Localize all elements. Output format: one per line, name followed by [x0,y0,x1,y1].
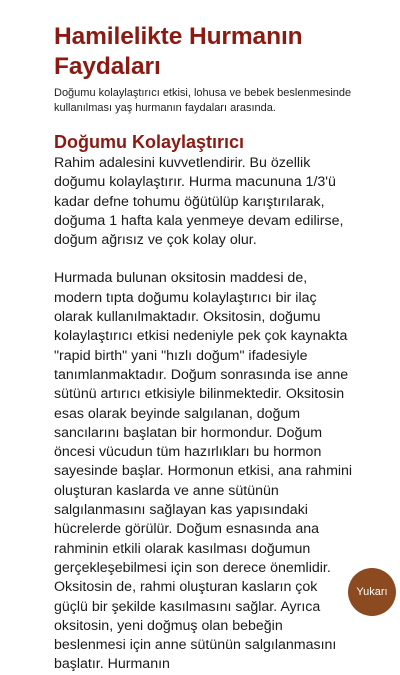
article-paragraph: Hurmada bulunan oksitosin maddesi de, modern tıpta doğumu kolaylaştırıcı bir ilaç olarak kullanılmaktadır. Oksitosin, doğumu kolaylaştırıcı etkisi nedeniyle pek çok kaynakta "rapid birth" yani "hızlı doğum" ifadesiyle tanımlanmaktadır. Doğum sonrasında ise anne sütünü artırıcı etkisiyle bilinmektedir. Oksitosin esas olarak beyinde salgılanan, doğum sancılarını başlatan bir hormondur. Doğum öncesi vücudun tüm hazırlıkları bu hormon sayesinde başlar. Hormonun etkisi, ana rahmini oluşturan kaslarda ve anne sütünün salgılanmasını sağlayan kas yapısındaki hücrelerde görülür. Doğum esnasında ana rahminin etkili olarak kasılması doğumun gerçekleşebilmesi için son derece önemlidir. Oksitosin de, rahmi oluşturan kasların çok güçlü bir şekilde kasılmasını sağlar. Ayrıca oksitosin, yeni doğmuş olan bebeğin beslenmesi için anne sütünün salgılanmasını başlatır. Hurmanın [54,270,353,673]
section-heading: Doğumu Kolaylaştırıcı [54,132,245,152]
article [54,22,354,675]
page-title: Hamilelikte Hurmanın Faydaları [54,23,303,80]
article-paragraph: Rahim adalesini kuvvetlendirir. Bu özellik doğumu kolaylaştırır. Hurma macununa 1/3'ü kadar defne tohumu öğütülüp karıştırılarak, doğuma 1 hafta kala yenmeye devam edilirse, doğum ağrısız ve çok kolay olur. [54,155,344,249]
back-to-top-button[interactable]: Yukarı [348,568,396,616]
article-intro: Doğumu kolaylaştırıcı etkisi, lohusa ve bebek beslenmesinde kullanılması yaş hurmanın faydaları arasında. [54,87,352,114]
